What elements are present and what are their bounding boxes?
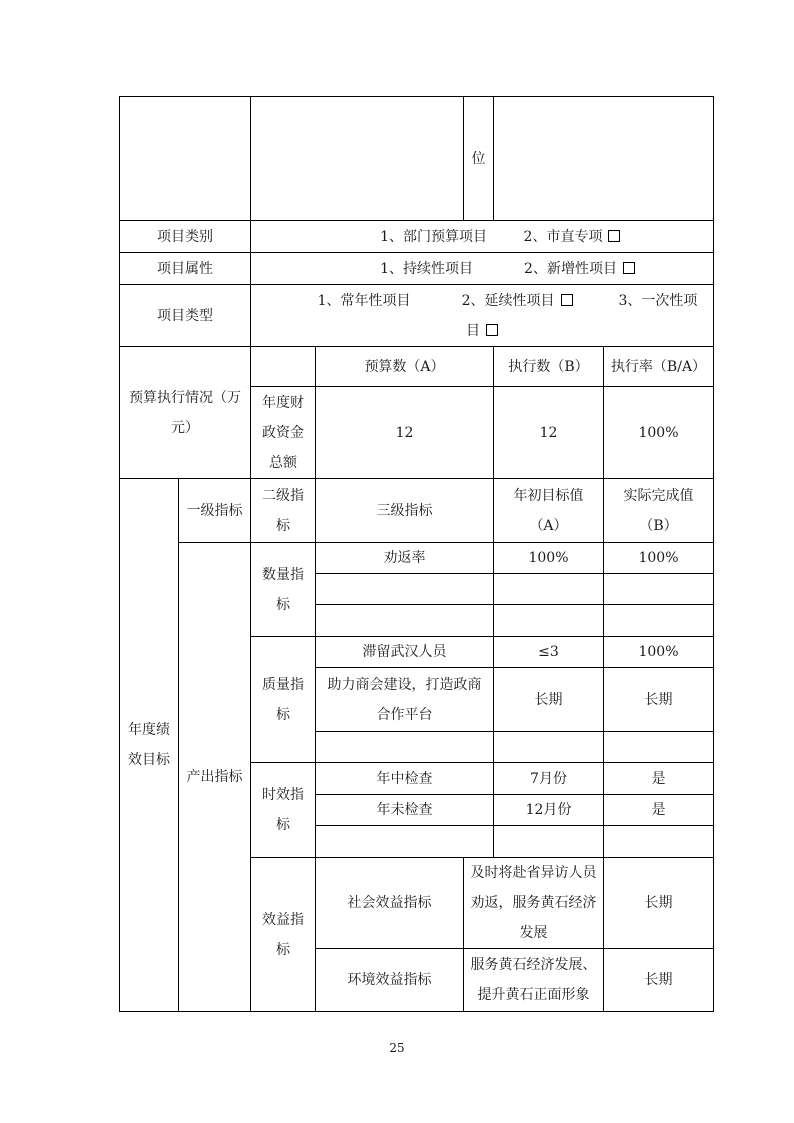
budget-row-label: 年度财政资金总额 <box>251 387 316 479</box>
quality-row-actual: 100% <box>604 637 714 668</box>
timeliness-row-actual: 是 <box>604 763 714 795</box>
project-type-label: 项目类型 <box>120 285 251 347</box>
project-type-options <box>251 285 714 347</box>
perf-header-level3: 三级指标 <box>316 479 494 543</box>
performance-section-label: 年度绩效目标 <box>120 479 179 1012</box>
perf-header-level2: 二级指标 <box>251 479 316 543</box>
budget-header-rate: 执行率（B/A） <box>604 347 714 387</box>
env-row-name: 服务黄石经济发展、提升黄石正面形象 <box>464 949 604 1012</box>
quality-empty-target <box>494 732 604 763</box>
project-type-opt3: 3、一次性项 <box>618 292 698 309</box>
project-attribute-opt1: 1、持续性项目 <box>380 260 473 277</box>
social-row-name: 及时将赴省异访人员 劝返，服务黄石经济发展 <box>464 858 604 949</box>
timeliness-row-name: 年未检查 <box>316 795 494 826</box>
quality-row-target: 长期 <box>494 668 604 732</box>
quantity-empty-name <box>316 605 494 637</box>
timeliness-row-target: 12月份 <box>494 795 604 826</box>
quantity-row-name: 劝返率 <box>316 543 494 574</box>
timeliness-empty-actual <box>604 826 714 858</box>
timeliness-row-actual: 是 <box>604 795 714 826</box>
social-indicator-label: 社会效益指标 <box>316 858 464 949</box>
project-category-opt2-checkbox[interactable] <box>608 230 620 242</box>
project-category-opt1: 1、部门预算项目 <box>380 228 487 245</box>
page-number: 25 <box>389 1041 405 1055</box>
timeliness-row-name: 年中检查 <box>316 763 494 795</box>
project-category-options <box>251 221 714 253</box>
env-row-target: 长期 <box>604 949 714 1012</box>
quality-empty-name <box>316 732 494 763</box>
project-attribute-opt2: 2、新增性项目 <box>524 260 617 277</box>
budget-header-empty <box>251 347 316 387</box>
budget-exec-value: 12 <box>494 387 604 479</box>
top-block-wei-cell: 位 <box>464 97 494 221</box>
quality-indicator-label: 质量指标 <box>251 637 316 763</box>
perf-header-actual: 实际完成值（B） <box>604 479 714 543</box>
top-block-content-cell <box>251 97 464 221</box>
output-indicator-label: 产出指标 <box>179 543 251 1012</box>
project-category-opt2: 2、市直专项 <box>523 228 603 245</box>
quantity-row-target: 100% <box>494 543 604 574</box>
budget-rate-value: 100% <box>604 387 714 479</box>
project-type-opt1: 1、常年性项目 <box>317 292 411 309</box>
project-type-opt3-continued: 目 <box>466 322 480 339</box>
timeliness-row-target: 7月份 <box>494 763 604 795</box>
quantity-empty-actual <box>604 574 714 605</box>
project-type-opt2: 2、延续性项目 <box>461 292 555 309</box>
budget-header-budget: 预算数（A） <box>316 347 494 387</box>
benefit-indicator-label: 效益指标 <box>251 858 316 1012</box>
quantity-empty-target <box>494 574 604 605</box>
performance-form-table <box>119 96 714 1012</box>
project-attribute-label: 项目属性 <box>120 253 251 285</box>
quantity-indicator-label: 数量指标 <box>251 543 316 637</box>
quality-row-name: 助力商会建设，打造政商合作平台 <box>316 668 494 732</box>
quality-row-target: ≤3 <box>494 637 604 668</box>
quantity-row-actual: 100% <box>604 543 714 574</box>
perf-header-target: 年初目标值（A） <box>494 479 604 543</box>
top-block-right-cell <box>494 97 714 221</box>
project-attribute-opt2-checkbox[interactable] <box>623 262 635 274</box>
project-category-label: 项目类别 <box>120 221 251 253</box>
quantity-empty-name <box>316 574 494 605</box>
top-block-label-cell <box>120 97 251 221</box>
budget-section-label: 预算执行情况（万元） <box>120 347 251 479</box>
env-indicator-label: 环境效益指标 <box>316 949 464 1012</box>
project-type-opt2-checkbox[interactable] <box>561 294 573 306</box>
quality-row-actual: 长期 <box>604 668 714 732</box>
budget-header-exec: 执行数（B） <box>494 347 604 387</box>
quality-row-name: 滞留武汉人员 <box>316 637 494 668</box>
project-attribute-options <box>251 253 714 285</box>
quantity-empty-actual <box>604 605 714 637</box>
budget-value: 12 <box>316 387 494 479</box>
timeliness-empty-name <box>316 826 494 858</box>
quantity-empty-target <box>494 605 604 637</box>
project-type-opt3-checkbox[interactable] <box>486 324 498 336</box>
social-row-target: 长期 <box>604 858 714 949</box>
timeliness-empty-target <box>494 826 604 858</box>
timeliness-indicator-label: 时效指标 <box>251 763 316 858</box>
perf-header-level1: 一级指标 <box>179 479 251 543</box>
quality-empty-actual <box>604 732 714 763</box>
